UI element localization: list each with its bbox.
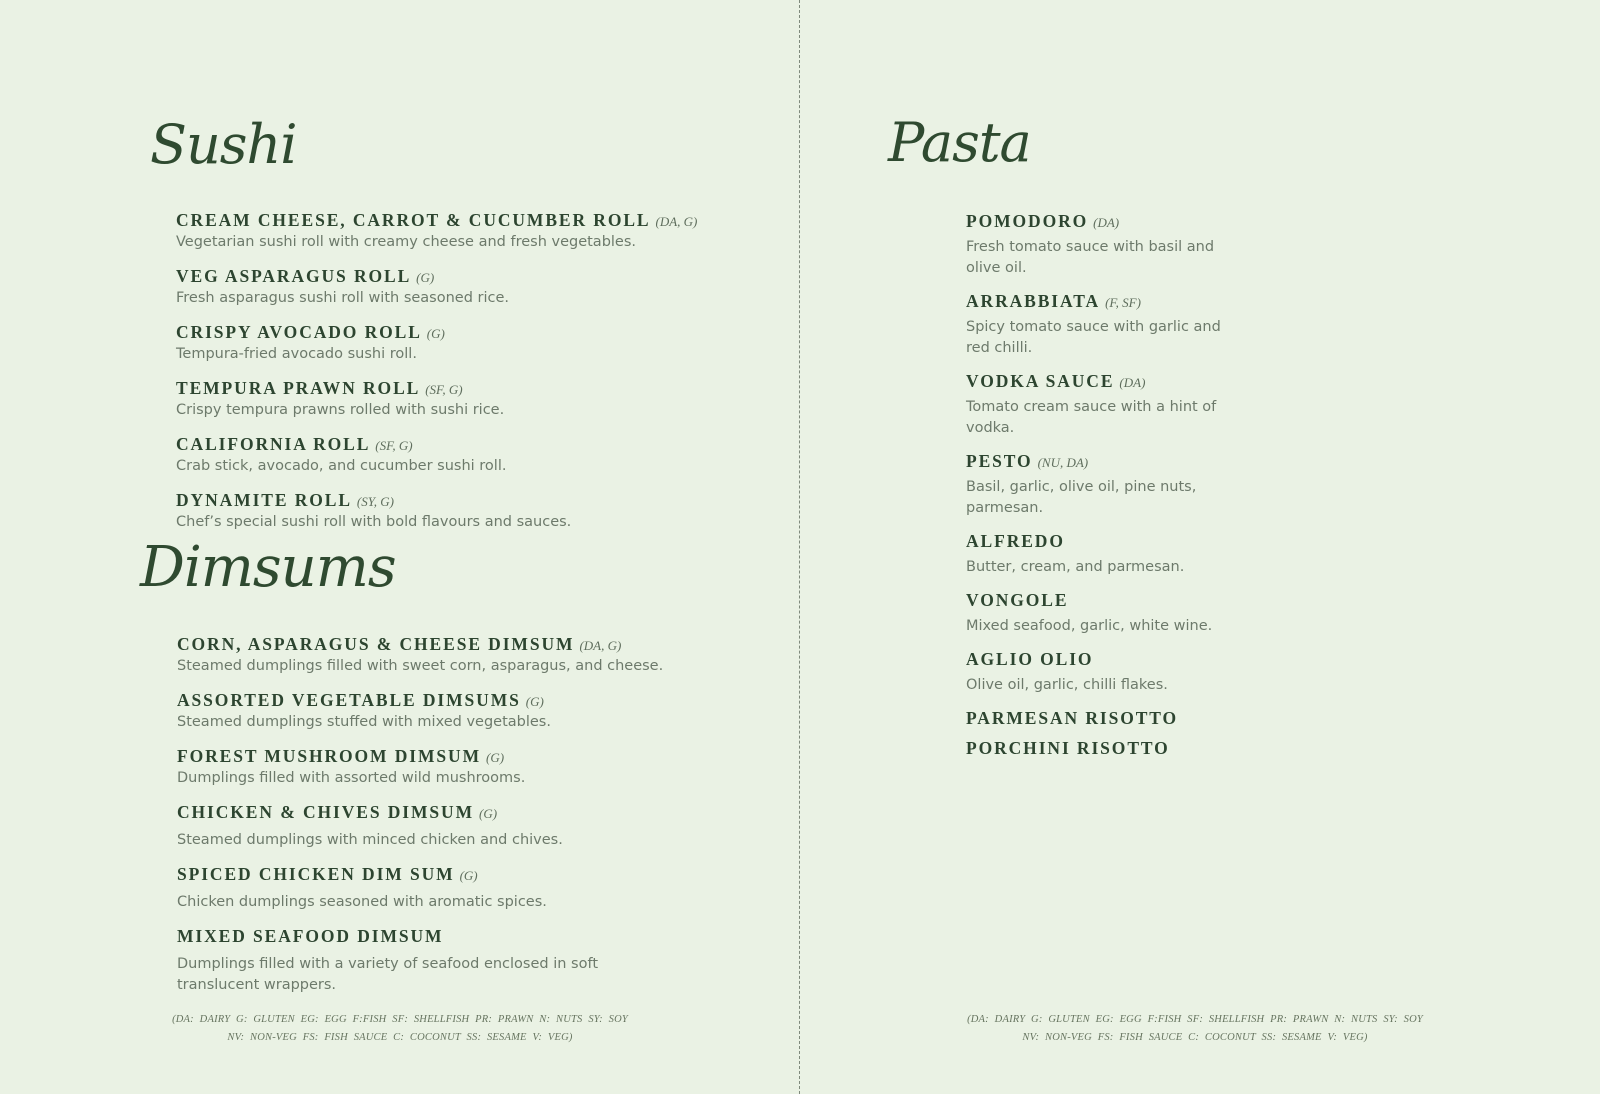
legend-line: (DA: DAIRY G: GLUTEN EG: EGG F:FISH SF: SHELLFISH PR: PRAWN N: NUTS SY: SOY <box>967 1014 1423 1025</box>
item-name: ARRABBIATA <box>966 291 1101 311</box>
menu-item <box>966 649 1266 696</box>
menu-item <box>966 738 1266 759</box>
item-name: CHICKEN & CHIVES DIMSUM <box>177 802 474 822</box>
item-name: VEG ASPARAGUS ROLL <box>176 266 412 286</box>
item-description: Fresh tomato sauce with basil and olive oil. <box>966 239 1215 276</box>
allergen-tags: (DA) <box>1093 215 1120 230</box>
allergen-tags: (DA) <box>1119 375 1146 390</box>
item-heading <box>966 291 1266 312</box>
menu-item <box>177 802 777 851</box>
allergen-tags: (G) <box>426 326 445 341</box>
item-heading <box>966 590 1266 611</box>
item-heading <box>177 690 777 711</box>
legend-line: NV: NON-VEG FS: FISH SAUCE C: COCONUT SS: SESAME V: VEG) <box>1022 1032 1368 1043</box>
item-description: Crispy tempura prawns rolled with sushi rice. <box>176 402 505 418</box>
item-heading <box>177 634 777 655</box>
item-heading <box>176 378 776 399</box>
item-name: AGLIO OLIO <box>966 649 1094 669</box>
menu-item <box>176 322 776 365</box>
item-description: Steamed dumplings with minced chicken and chives. <box>177 832 563 848</box>
item-description: Olive oil, garlic, chilli flakes. <box>966 677 1168 693</box>
menu-item <box>176 266 776 309</box>
item-heading <box>966 451 1266 472</box>
allergen-tags: (DA, G) <box>655 214 698 229</box>
dimsum-list <box>177 634 777 1009</box>
menu-item <box>966 211 1266 279</box>
legend-line: NV: NON-VEG FS: FISH SAUCE C: COCONUT SS: SESAME V: VEG) <box>227 1032 573 1043</box>
item-name: PORCHINI RISOTTO <box>966 738 1170 758</box>
section-title-sushi: Sushi <box>150 113 297 176</box>
section-title-dimsums: Dimsums <box>140 535 396 600</box>
item-name: PARMESAN RISOTTO <box>966 708 1179 728</box>
item-heading <box>176 322 776 343</box>
legend-line: (DA: DAIRY G: GLUTEN EG: EGG F:FISH SF: SHELLFISH PR: PRAWN N: NUTS SY: SOY <box>172 1014 628 1025</box>
item-description: Chicken dumplings seasoned with aromatic spices. <box>177 894 547 910</box>
menu-item <box>177 634 777 677</box>
allergen-tags: (G) <box>485 750 505 765</box>
item-heading <box>176 490 776 511</box>
menu-item <box>966 531 1266 578</box>
allergen-legend <box>965 1011 1425 1047</box>
menu-item <box>966 451 1266 519</box>
allergen-tags: (F, SF) <box>1105 295 1141 310</box>
item-name: FOREST MUSHROOM DIMSUM <box>177 746 481 766</box>
item-description: Vegetarian sushi roll with creamy cheese and fresh vegetables. <box>176 234 637 250</box>
allergen-tags: (DA, G) <box>579 638 622 653</box>
item-name: CORN, ASPARAGUS & CHEESE DIMSUM <box>177 634 575 654</box>
sushi-list <box>176 210 776 546</box>
menu-item <box>177 746 777 789</box>
allergen-tags: (NU, DA) <box>1037 455 1089 470</box>
menu-item <box>177 690 777 733</box>
left-page <box>0 0 799 1094</box>
item-heading <box>966 738 1266 759</box>
item-description: Steamed dumplings filled with sweet corn, asparagus, and cheese. <box>177 658 664 674</box>
item-name: ALFREDO <box>966 531 1065 551</box>
item-name: SPICED CHICKEN DIM SUM <box>177 864 455 884</box>
section-title-pasta: Pasta <box>888 111 1031 174</box>
item-heading <box>176 210 776 231</box>
item-name: ASSORTED VEGETABLE DIMSUMS <box>177 690 521 710</box>
allergen-tags: (G) <box>525 694 544 709</box>
menu-item <box>966 708 1266 729</box>
item-heading <box>177 864 777 885</box>
item-heading <box>177 926 777 947</box>
right-page <box>800 0 1600 1094</box>
item-name: PESTO <box>966 451 1033 471</box>
allergen-tags: (G) <box>478 806 498 821</box>
item-heading <box>176 434 776 455</box>
item-description: Tomato cream sauce with a hint of vodka. <box>966 399 1217 436</box>
menu-item <box>966 371 1266 439</box>
item-description: Spicy tomato sauce with garlic and red chilli. <box>966 319 1221 356</box>
item-heading <box>966 649 1266 670</box>
pasta-list <box>966 211 1266 768</box>
menu-item <box>176 490 776 533</box>
allergen-tags: (SY, G) <box>356 494 394 509</box>
item-heading <box>176 266 776 287</box>
item-description: Mixed seafood, garlic, white wine. <box>966 618 1213 634</box>
allergen-tags: (SF, G) <box>425 382 463 397</box>
menu-item <box>966 590 1266 637</box>
item-description: Butter, cream, and parmesan. <box>966 559 1185 575</box>
item-heading <box>177 802 777 823</box>
menu-item <box>966 291 1266 359</box>
item-heading <box>966 708 1266 729</box>
item-heading <box>177 746 777 767</box>
item-description: Crab stick, avocado, and cucumber sushi roll. <box>176 458 507 474</box>
menu-item <box>176 210 776 253</box>
item-description: Fresh asparagus sushi roll with seasoned rice. <box>176 290 510 306</box>
item-description: Chef’s special sushi roll with bold flavours and sauces. <box>176 514 572 530</box>
item-heading <box>966 371 1266 392</box>
allergen-tags: (G) <box>459 868 478 883</box>
allergen-legend <box>170 1011 630 1047</box>
item-description: Dumplings filled with a variety of seafood enclosed in soft translucent wrappers. <box>177 956 599 993</box>
item-heading <box>966 531 1266 552</box>
menu-item <box>176 378 776 421</box>
item-description: Basil, garlic, olive oil, pine nuts, parmesan. <box>966 479 1197 516</box>
item-description: Tempura-fried avocado sushi roll. <box>176 346 417 362</box>
item-name: CALIFORNIA ROLL <box>176 434 371 454</box>
item-name: VODKA SAUCE <box>966 371 1115 391</box>
menu-item <box>176 434 776 477</box>
menu-item <box>177 864 777 913</box>
menu-item <box>177 926 777 996</box>
item-name: CRISPY AVOCADO ROLL <box>176 322 422 342</box>
item-name: CREAM CHEESE, CARROT & CUCUMBER ROLL <box>176 210 651 230</box>
item-heading <box>966 211 1266 232</box>
item-name: MIXED SEAFOOD DIMSUM <box>177 926 444 946</box>
item-name: DYNAMITE ROLL <box>176 490 352 510</box>
allergen-tags: (SF, G) <box>375 438 413 453</box>
item-description: Dumplings filled with assorted wild mushrooms. <box>177 770 526 786</box>
allergen-tags: (G) <box>416 270 435 285</box>
item-name: TEMPURA PRAWN ROLL <box>176 378 421 398</box>
item-description: Steamed dumplings stuffed with mixed vegetables. <box>177 714 551 730</box>
item-name: POMODORO <box>966 211 1089 231</box>
item-name: VONGOLE <box>966 590 1069 610</box>
